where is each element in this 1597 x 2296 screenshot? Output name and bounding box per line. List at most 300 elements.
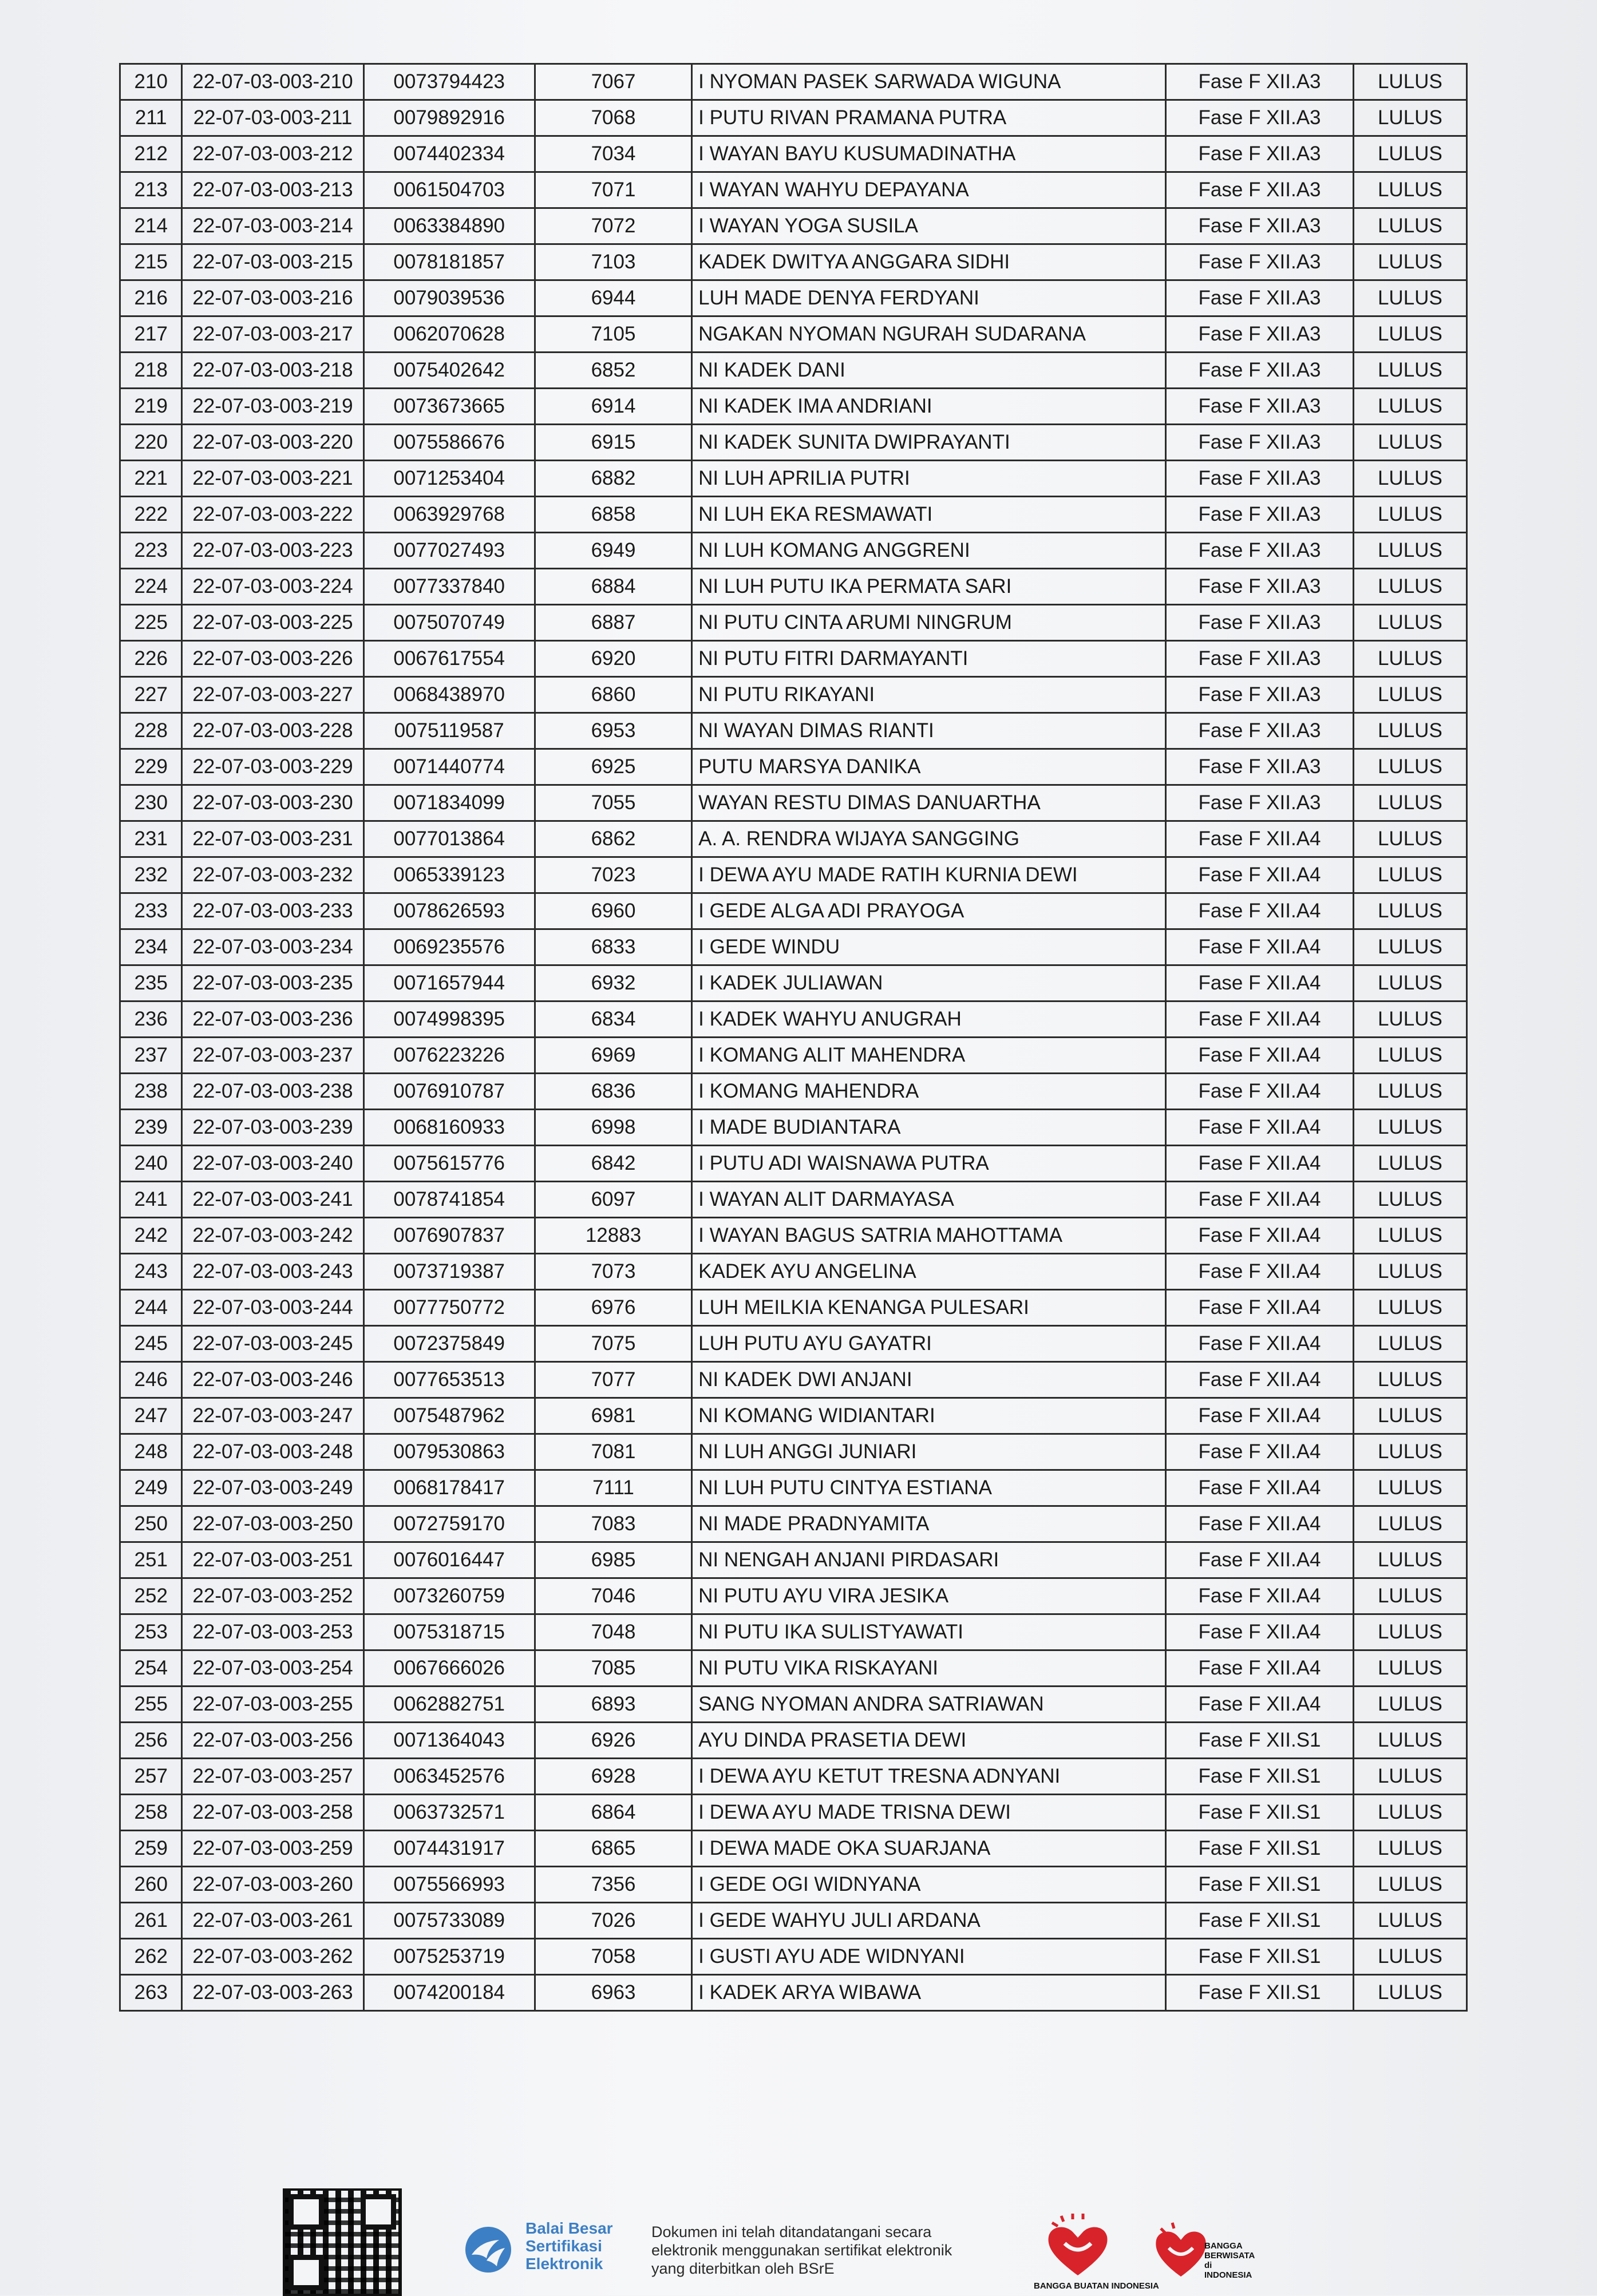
exam-code-cell: 22-07-03-003-247 bbox=[182, 1398, 363, 1434]
student-name-cell: NI KADEK IMA ANDRIANI bbox=[692, 389, 1166, 425]
row-number-cell: 227 bbox=[120, 677, 182, 713]
exam-code-cell: 22-07-03-003-229 bbox=[182, 749, 363, 785]
student-name-cell: NI LUH PUTU IKA PERMATA SARI bbox=[692, 569, 1166, 605]
row-number-cell: 256 bbox=[120, 1723, 182, 1759]
qr-code-icon bbox=[283, 2188, 402, 2296]
student-number-cell: 7058 bbox=[535, 1939, 691, 1975]
nisn-cell: 0074998395 bbox=[363, 1001, 535, 1038]
nisn-cell: 0074431917 bbox=[363, 1831, 535, 1867]
table-row bbox=[120, 136, 1467, 172]
status-cell: LULUS bbox=[1353, 208, 1466, 244]
student-number-cell: 6834 bbox=[535, 1001, 691, 1038]
row-number-cell: 223 bbox=[120, 533, 182, 569]
student-name-cell: I DEWA AYU MADE RATIH KURNIA DEWI bbox=[692, 857, 1166, 893]
exam-code-cell: 22-07-03-003-256 bbox=[182, 1723, 363, 1759]
class-cell: Fase F XII.A4 bbox=[1166, 821, 1354, 857]
table-row bbox=[120, 1110, 1467, 1146]
class-cell: Fase F XII.A3 bbox=[1166, 497, 1354, 533]
student-name-cell: NI MADE PRADNYAMITA bbox=[692, 1506, 1166, 1542]
nisn-cell: 0062882751 bbox=[363, 1687, 535, 1723]
nisn-cell: 0068178417 bbox=[363, 1470, 535, 1506]
nisn-cell: 0071253404 bbox=[363, 461, 535, 497]
student-number-cell: 6858 bbox=[535, 497, 691, 533]
student-name-cell: NI LUH EKA RESMAWATI bbox=[692, 497, 1166, 533]
exam-code-cell: 22-07-03-003-218 bbox=[182, 353, 363, 389]
status-cell: LULUS bbox=[1353, 1001, 1466, 1038]
exam-code-cell: 22-07-03-003-217 bbox=[182, 316, 363, 353]
status-cell: LULUS bbox=[1353, 965, 1466, 1001]
class-cell: Fase F XII.A3 bbox=[1166, 677, 1354, 713]
exam-code-cell: 22-07-03-003-221 bbox=[182, 461, 363, 497]
row-number-cell: 250 bbox=[120, 1506, 182, 1542]
nisn-cell: 0078741854 bbox=[363, 1182, 535, 1218]
row-number-cell: 251 bbox=[120, 1542, 182, 1578]
status-cell: LULUS bbox=[1353, 1795, 1466, 1831]
status-cell: LULUS bbox=[1353, 605, 1466, 641]
student-number-cell: 6953 bbox=[535, 713, 691, 749]
nisn-cell: 0075119587 bbox=[363, 713, 535, 749]
exam-code-cell: 22-07-03-003-253 bbox=[182, 1614, 363, 1650]
student-number-cell: 7071 bbox=[535, 172, 691, 208]
student-number-cell: 6969 bbox=[535, 1038, 691, 1074]
row-number-cell: 218 bbox=[120, 353, 182, 389]
class-cell: Fase F XII.A4 bbox=[1166, 1038, 1354, 1074]
status-cell: LULUS bbox=[1353, 1362, 1466, 1398]
row-number-cell: 234 bbox=[120, 929, 182, 965]
student-number-cell: 6097 bbox=[535, 1182, 691, 1218]
exam-code-cell: 22-07-03-003-211 bbox=[182, 100, 363, 136]
class-cell: Fase F XII.A3 bbox=[1166, 461, 1354, 497]
student-number-cell: 7105 bbox=[535, 316, 691, 353]
status-cell: LULUS bbox=[1353, 461, 1466, 497]
nisn-cell: 0076907837 bbox=[363, 1218, 535, 1254]
student-number-cell: 7075 bbox=[535, 1326, 691, 1362]
nisn-cell: 0063732571 bbox=[363, 1795, 535, 1831]
class-cell: Fase F XII.A3 bbox=[1166, 641, 1354, 677]
table-row bbox=[120, 605, 1467, 641]
student-number-cell: 7067 bbox=[535, 64, 691, 100]
student-name-cell: NI PUTU IKA SULISTYAWATI bbox=[692, 1614, 1166, 1650]
student-name-cell: I KADEK JULIAWAN bbox=[692, 965, 1166, 1001]
row-number-cell: 211 bbox=[120, 100, 182, 136]
student-number-cell: 6920 bbox=[535, 641, 691, 677]
bangga-berwisata-logo-text: BANGGA BERWISATA di INDONESIA bbox=[1204, 2241, 1255, 2280]
class-cell: Fase F XII.A3 bbox=[1166, 533, 1354, 569]
row-number-cell: 255 bbox=[120, 1687, 182, 1723]
nisn-cell: 0073260759 bbox=[363, 1578, 535, 1614]
table-row bbox=[120, 1001, 1467, 1038]
class-cell: Fase F XII.A4 bbox=[1166, 1398, 1354, 1434]
status-cell: LULUS bbox=[1353, 100, 1466, 136]
row-number-cell: 214 bbox=[120, 208, 182, 244]
student-number-cell: 6882 bbox=[535, 461, 691, 497]
status-cell: LULUS bbox=[1353, 1038, 1466, 1074]
bangga-berwisata-indonesia-logo-icon bbox=[1149, 2208, 1258, 2294]
class-cell: Fase F XII.A3 bbox=[1166, 244, 1354, 280]
student-number-cell: 7085 bbox=[535, 1650, 691, 1687]
student-name-cell: LUH PUTU AYU GAYATRI bbox=[692, 1326, 1166, 1362]
class-cell: Fase F XII.A4 bbox=[1166, 1434, 1354, 1470]
table-row bbox=[120, 1903, 1467, 1939]
exam-code-cell: 22-07-03-003-237 bbox=[182, 1038, 363, 1074]
table-row bbox=[120, 965, 1467, 1001]
student-number-cell: 6833 bbox=[535, 929, 691, 965]
nisn-cell: 0071364043 bbox=[363, 1723, 535, 1759]
student-name-cell: I GEDE OGI WIDNYANA bbox=[692, 1867, 1166, 1903]
table-row bbox=[120, 749, 1467, 785]
student-name-cell: NI WAYAN DIMAS RIANTI bbox=[692, 713, 1166, 749]
nisn-cell: 0075586676 bbox=[363, 425, 535, 461]
table-row bbox=[120, 280, 1467, 316]
nisn-cell: 0072759170 bbox=[363, 1506, 535, 1542]
nisn-cell: 0075566993 bbox=[363, 1867, 535, 1903]
student-name-cell: I DEWA AYU MADE TRISNA DEWI bbox=[692, 1795, 1166, 1831]
exam-code-cell: 22-07-03-003-238 bbox=[182, 1074, 363, 1110]
exam-code-cell: 22-07-03-003-244 bbox=[182, 1290, 363, 1326]
table-row bbox=[120, 1182, 1467, 1218]
status-cell: LULUS bbox=[1353, 641, 1466, 677]
student-number-cell: 6836 bbox=[535, 1074, 691, 1110]
status-cell: LULUS bbox=[1353, 749, 1466, 785]
student-number-cell: 6998 bbox=[535, 1110, 691, 1146]
class-cell: Fase F XII.A4 bbox=[1166, 1001, 1354, 1038]
status-cell: LULUS bbox=[1353, 1470, 1466, 1506]
nisn-cell: 0067666026 bbox=[363, 1650, 535, 1687]
exam-code-cell: 22-07-03-003-251 bbox=[182, 1542, 363, 1578]
nisn-cell: 0079039536 bbox=[363, 280, 535, 316]
student-number-cell: 7026 bbox=[535, 1903, 691, 1939]
table-row bbox=[120, 1290, 1467, 1326]
status-cell: LULUS bbox=[1353, 1723, 1466, 1759]
bsre-name-line: Balai Besar bbox=[525, 2219, 613, 2237]
row-number-cell: 210 bbox=[120, 64, 182, 100]
row-number-cell: 245 bbox=[120, 1326, 182, 1362]
exam-code-cell: 22-07-03-003-214 bbox=[182, 208, 363, 244]
student-name-cell: NI PUTU CINTA ARUMI NINGRUM bbox=[692, 605, 1166, 641]
student-name-cell: NI PUTU AYU VIRA JESIKA bbox=[692, 1578, 1166, 1614]
class-cell: Fase F XII.A4 bbox=[1166, 1254, 1354, 1290]
row-number-cell: 236 bbox=[120, 1001, 182, 1038]
nisn-cell: 0078181857 bbox=[363, 244, 535, 280]
table-row bbox=[120, 353, 1467, 389]
student-number-cell: 12883 bbox=[535, 1218, 691, 1254]
table-row bbox=[120, 1470, 1467, 1506]
student-number-cell: 7111 bbox=[535, 1470, 691, 1506]
class-cell: Fase F XII.A3 bbox=[1166, 569, 1354, 605]
nisn-cell: 0077013864 bbox=[363, 821, 535, 857]
student-name-cell: I KOMANG ALIT MAHENDRA bbox=[692, 1038, 1166, 1074]
exam-code-cell: 22-07-03-003-219 bbox=[182, 389, 363, 425]
table-row bbox=[120, 1146, 1467, 1182]
table-row bbox=[120, 1434, 1467, 1470]
bsre-name-line: Elektronik bbox=[525, 2255, 603, 2273]
status-cell: LULUS bbox=[1353, 1542, 1466, 1578]
nisn-cell: 0076016447 bbox=[363, 1542, 535, 1578]
table-row bbox=[120, 1074, 1467, 1110]
student-number-cell: 6963 bbox=[535, 1975, 691, 2011]
exam-code-cell: 22-07-03-003-235 bbox=[182, 965, 363, 1001]
row-number-cell: 243 bbox=[120, 1254, 182, 1290]
nisn-cell: 0063929768 bbox=[363, 497, 535, 533]
exam-code-cell: 22-07-03-003-213 bbox=[182, 172, 363, 208]
table-row bbox=[120, 569, 1467, 605]
table-row bbox=[120, 100, 1467, 136]
exam-code-cell: 22-07-03-003-226 bbox=[182, 641, 363, 677]
student-name-cell: I GEDE WINDU bbox=[692, 929, 1166, 965]
student-number-cell: 6915 bbox=[535, 425, 691, 461]
student-number-cell: 6884 bbox=[535, 569, 691, 605]
exam-code-cell: 22-07-03-003-245 bbox=[182, 1326, 363, 1362]
student-number-cell: 6864 bbox=[535, 1795, 691, 1831]
status-cell: LULUS bbox=[1353, 1398, 1466, 1434]
signature-footer bbox=[0, 2175, 1597, 2295]
row-number-cell: 258 bbox=[120, 1795, 182, 1831]
row-number-cell: 212 bbox=[120, 136, 182, 172]
table-row bbox=[120, 1614, 1467, 1650]
row-number-cell: 253 bbox=[120, 1614, 182, 1650]
nisn-cell: 0073719387 bbox=[363, 1254, 535, 1290]
row-number-cell: 254 bbox=[120, 1650, 182, 1687]
row-number-cell: 232 bbox=[120, 857, 182, 893]
student-name-cell: KADEK DWITYA ANGGARA SIDHI bbox=[692, 244, 1166, 280]
table-row bbox=[120, 1038, 1467, 1074]
bsre-name-line: Sertifikasi bbox=[525, 2237, 602, 2255]
table-row bbox=[120, 1506, 1467, 1542]
status-cell: LULUS bbox=[1353, 389, 1466, 425]
table-row bbox=[120, 1687, 1467, 1723]
student-number-cell: 7034 bbox=[535, 136, 691, 172]
nisn-cell: 0078626593 bbox=[363, 893, 535, 929]
graduation-results-table bbox=[119, 63, 1468, 2012]
status-cell: LULUS bbox=[1353, 64, 1466, 100]
exam-code-cell: 22-07-03-003-216 bbox=[182, 280, 363, 316]
student-number-cell: 7048 bbox=[535, 1614, 691, 1650]
row-number-cell: 230 bbox=[120, 785, 182, 821]
student-number-cell: 7073 bbox=[535, 1254, 691, 1290]
status-cell: LULUS bbox=[1353, 316, 1466, 353]
row-number-cell: 221 bbox=[120, 461, 182, 497]
status-cell: LULUS bbox=[1353, 1939, 1466, 1975]
row-number-cell: 239 bbox=[120, 1110, 182, 1146]
exam-code-cell: 22-07-03-003-239 bbox=[182, 1110, 363, 1146]
student-number-cell: 6932 bbox=[535, 965, 691, 1001]
student-number-cell: 6944 bbox=[535, 280, 691, 316]
status-cell: LULUS bbox=[1353, 785, 1466, 821]
student-name-cell: A. A. RENDRA WIJAYA SANGGING bbox=[692, 821, 1166, 857]
exam-code-cell: 22-07-03-003-250 bbox=[182, 1506, 363, 1542]
student-number-cell: 7046 bbox=[535, 1578, 691, 1614]
class-cell: Fase F XII.A3 bbox=[1166, 208, 1354, 244]
student-number-cell: 6981 bbox=[535, 1398, 691, 1434]
exam-code-cell: 22-07-03-003-242 bbox=[182, 1218, 363, 1254]
row-number-cell: 246 bbox=[120, 1362, 182, 1398]
student-name-cell: I WAYAN YOGA SUSILA bbox=[692, 208, 1166, 244]
table-row bbox=[120, 244, 1467, 280]
exam-code-cell: 22-07-03-003-255 bbox=[182, 1687, 363, 1723]
status-cell: LULUS bbox=[1353, 1614, 1466, 1650]
class-cell: Fase F XII.S1 bbox=[1166, 1831, 1354, 1867]
exam-code-cell: 22-07-03-003-258 bbox=[182, 1795, 363, 1831]
table-row bbox=[120, 1759, 1467, 1795]
nisn-cell: 0077337840 bbox=[363, 569, 535, 605]
student-number-cell: 6985 bbox=[535, 1542, 691, 1578]
student-number-cell: 7083 bbox=[535, 1506, 691, 1542]
student-number-cell: 6960 bbox=[535, 893, 691, 929]
class-cell: Fase F XII.S1 bbox=[1166, 1795, 1354, 1831]
class-cell: Fase F XII.A3 bbox=[1166, 605, 1354, 641]
student-name-cell: I DEWA AYU KETUT TRESNA ADNYANI bbox=[692, 1759, 1166, 1795]
class-cell: Fase F XII.A4 bbox=[1166, 1614, 1354, 1650]
nisn-cell: 0079892916 bbox=[363, 100, 535, 136]
nisn-cell: 0072375849 bbox=[363, 1326, 535, 1362]
student-name-cell: I GEDE WAHYU JULI ARDANA bbox=[692, 1903, 1166, 1939]
class-cell: Fase F XII.A4 bbox=[1166, 1470, 1354, 1506]
student-name-cell: I WAYAN BAGUS SATRIA MAHOTTAMA bbox=[692, 1218, 1166, 1254]
exam-code-cell: 22-07-03-003-223 bbox=[182, 533, 363, 569]
exam-code-cell: 22-07-03-003-228 bbox=[182, 713, 363, 749]
student-name-cell: NI PUTU VIKA RISKAYANI bbox=[692, 1650, 1166, 1687]
class-cell: Fase F XII.S1 bbox=[1166, 1759, 1354, 1795]
table-row bbox=[120, 1398, 1467, 1434]
table-row bbox=[120, 1939, 1467, 1975]
exam-code-cell: 22-07-03-003-257 bbox=[182, 1759, 363, 1795]
row-number-cell: 244 bbox=[120, 1290, 182, 1326]
row-number-cell: 249 bbox=[120, 1470, 182, 1506]
table-row bbox=[120, 1254, 1467, 1290]
row-number-cell: 257 bbox=[120, 1759, 182, 1795]
status-cell: LULUS bbox=[1353, 136, 1466, 172]
student-name-cell: NI LUH APRILIA PUTRI bbox=[692, 461, 1166, 497]
table-row bbox=[120, 64, 1467, 100]
student-number-cell: 7072 bbox=[535, 208, 691, 244]
exam-code-cell: 22-07-03-003-243 bbox=[182, 1254, 363, 1290]
status-cell: LULUS bbox=[1353, 244, 1466, 280]
class-cell: Fase F XII.A4 bbox=[1166, 1146, 1354, 1182]
class-cell: Fase F XII.S1 bbox=[1166, 1939, 1354, 1975]
nisn-cell: 0068160933 bbox=[363, 1110, 535, 1146]
status-cell: LULUS bbox=[1353, 1867, 1466, 1903]
e-signature-note-line: yang diterbitkan oleh BSrE bbox=[651, 2260, 835, 2277]
student-name-cell: I MADE BUDIANTARA bbox=[692, 1110, 1166, 1146]
table-row bbox=[120, 821, 1467, 857]
student-name-cell: NGAKAN NYOMAN NGURAH SUDARANA bbox=[692, 316, 1166, 353]
status-cell: LULUS bbox=[1353, 1759, 1466, 1795]
student-name-cell: LUH MEILKIA KENANGA PULESARI bbox=[692, 1290, 1166, 1326]
status-cell: LULUS bbox=[1353, 1326, 1466, 1362]
exam-code-cell: 22-07-03-003-210 bbox=[182, 64, 363, 100]
student-name-cell: I WAYAN WAHYU DEPAYANA bbox=[692, 172, 1166, 208]
table-row bbox=[120, 857, 1467, 893]
table-row bbox=[120, 1326, 1467, 1362]
exam-code-cell: 22-07-03-003-215 bbox=[182, 244, 363, 280]
student-name-cell: NI LUH KOMANG ANGGRENI bbox=[692, 533, 1166, 569]
status-cell: LULUS bbox=[1353, 821, 1466, 857]
exam-code-cell: 22-07-03-003-248 bbox=[182, 1434, 363, 1470]
status-cell: LULUS bbox=[1353, 497, 1466, 533]
nisn-cell: 0067617554 bbox=[363, 641, 535, 677]
class-cell: Fase F XII.A3 bbox=[1166, 785, 1354, 821]
class-cell: Fase F XII.A3 bbox=[1166, 100, 1354, 136]
student-name-cell: I NYOMAN PASEK SARWADA WIGUNA bbox=[692, 64, 1166, 100]
student-name-cell: NI LUH PUTU CINTYA ESTIANA bbox=[692, 1470, 1166, 1506]
class-cell: Fase F XII.A4 bbox=[1166, 929, 1354, 965]
nisn-cell: 0073673665 bbox=[363, 389, 535, 425]
class-cell: Fase F XII.A4 bbox=[1166, 965, 1354, 1001]
nisn-cell: 0077027493 bbox=[363, 533, 535, 569]
status-cell: LULUS bbox=[1353, 1975, 1466, 2011]
class-cell: Fase F XII.A3 bbox=[1166, 172, 1354, 208]
row-number-cell: 220 bbox=[120, 425, 182, 461]
class-cell: Fase F XII.S1 bbox=[1166, 1867, 1354, 1903]
table-row bbox=[120, 1542, 1467, 1578]
status-cell: LULUS bbox=[1353, 677, 1466, 713]
e-signature-note-line: elektronik menggunakan sertifikat elektronik bbox=[651, 2242, 952, 2259]
class-cell: Fase F XII.A4 bbox=[1166, 1578, 1354, 1614]
student-number-cell: 7356 bbox=[535, 1867, 691, 1903]
table-row bbox=[120, 461, 1467, 497]
student-name-cell: KADEK AYU ANGELINA bbox=[692, 1254, 1166, 1290]
table-row bbox=[120, 1218, 1467, 1254]
class-cell: Fase F XII.A4 bbox=[1166, 1182, 1354, 1218]
row-number-cell: 242 bbox=[120, 1218, 182, 1254]
row-number-cell: 228 bbox=[120, 713, 182, 749]
class-cell: Fase F XII.A4 bbox=[1166, 1506, 1354, 1542]
table-row bbox=[120, 713, 1467, 749]
nisn-cell: 0075318715 bbox=[363, 1614, 535, 1650]
row-number-cell: 231 bbox=[120, 821, 182, 857]
class-cell: Fase F XII.A3 bbox=[1166, 316, 1354, 353]
student-name-cell: I PUTU ADI WAISNAWA PUTRA bbox=[692, 1146, 1166, 1182]
status-cell: LULUS bbox=[1353, 569, 1466, 605]
student-name-cell: I WAYAN BAYU KUSUMADINATHA bbox=[692, 136, 1166, 172]
status-cell: LULUS bbox=[1353, 280, 1466, 316]
nisn-cell: 0071440774 bbox=[363, 749, 535, 785]
table-row bbox=[120, 1795, 1467, 1831]
row-number-cell: 240 bbox=[120, 1146, 182, 1182]
status-cell: LULUS bbox=[1353, 1290, 1466, 1326]
exam-code-cell: 22-07-03-003-222 bbox=[182, 497, 363, 533]
nisn-cell: 0077750772 bbox=[363, 1290, 535, 1326]
nisn-cell: 0076223226 bbox=[363, 1038, 535, 1074]
nisn-cell: 0076910787 bbox=[363, 1074, 535, 1110]
class-cell: Fase F XII.A4 bbox=[1166, 1218, 1354, 1254]
student-name-cell: NI NENGAH ANJANI PIRDASARI bbox=[692, 1542, 1166, 1578]
class-cell: Fase F XII.A3 bbox=[1166, 353, 1354, 389]
status-cell: LULUS bbox=[1353, 713, 1466, 749]
nisn-cell: 0074200184 bbox=[363, 1975, 535, 2011]
nisn-cell: 0074402334 bbox=[363, 136, 535, 172]
nisn-cell: 0073794423 bbox=[363, 64, 535, 100]
row-number-cell: 233 bbox=[120, 893, 182, 929]
bsre-name bbox=[525, 2219, 613, 2273]
nisn-cell: 0075402642 bbox=[363, 353, 535, 389]
row-number-cell: 261 bbox=[120, 1903, 182, 1939]
exam-code-cell: 22-07-03-003-227 bbox=[182, 677, 363, 713]
student-number-cell: 6949 bbox=[535, 533, 691, 569]
class-cell: Fase F XII.A3 bbox=[1166, 280, 1354, 316]
student-name-cell: I KADEK ARYA WIBAWA bbox=[692, 1975, 1166, 2011]
status-cell: LULUS bbox=[1353, 1254, 1466, 1290]
table-row bbox=[120, 1867, 1467, 1903]
status-cell: LULUS bbox=[1353, 1687, 1466, 1723]
status-cell: LULUS bbox=[1353, 1506, 1466, 1542]
class-cell: Fase F XII.A4 bbox=[1166, 1074, 1354, 1110]
status-cell: LULUS bbox=[1353, 1434, 1466, 1470]
nisn-cell: 0068438970 bbox=[363, 677, 535, 713]
student-number-cell: 6914 bbox=[535, 389, 691, 425]
table-row bbox=[120, 172, 1467, 208]
row-number-cell: 263 bbox=[120, 1975, 182, 2011]
